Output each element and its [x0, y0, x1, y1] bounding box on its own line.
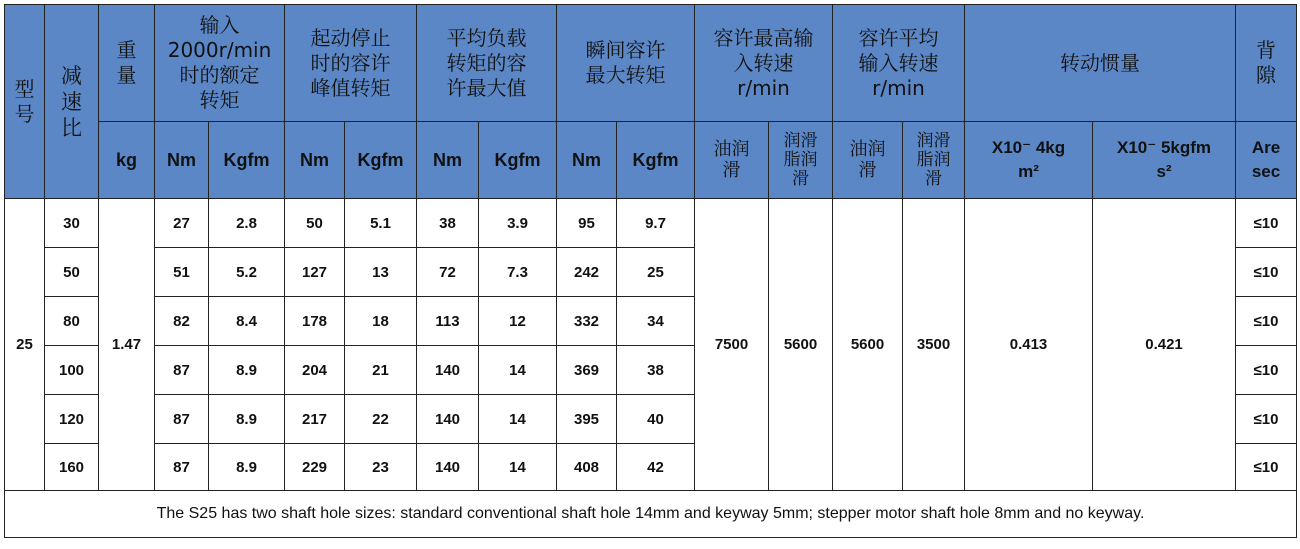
- cell-rated-kgfm: 2.8: [209, 199, 285, 248]
- cell-avg-nm: 140: [417, 395, 479, 444]
- cell-inst-kgfm: 34: [617, 297, 695, 346]
- cell-backlash: ≤10: [1236, 199, 1297, 248]
- cell-inst-kgfm: 25: [617, 248, 695, 297]
- cell-ratio: 120: [45, 395, 99, 444]
- unit-rated-nm: Nm: [155, 122, 209, 199]
- header-ratio: 减 速 比: [45, 5, 99, 199]
- header-model: 型 号: [5, 5, 45, 199]
- header-weight: 重 量: [99, 5, 155, 122]
- cell-inertia-kgm2: 0.413: [965, 199, 1093, 491]
- cell-rated-kgfm: 8.4: [209, 297, 285, 346]
- cell-model: 25: [5, 199, 45, 491]
- cell-peak-kgfm: 5.1: [345, 199, 417, 248]
- cell-peak-nm: 50: [285, 199, 345, 248]
- cell-weight: 1.47: [99, 199, 155, 491]
- cell-avg-kgfm: 12: [479, 297, 557, 346]
- header-peak-torque: 起动停止 时的容许 峰值转矩: [285, 5, 417, 122]
- header-avg-input-speed: 容许平均 输入转速 r/min: [833, 5, 965, 122]
- unit-peak-kgfm: Kgfm: [345, 122, 417, 199]
- cell-peak-nm: 204: [285, 346, 345, 395]
- cell-inst-nm: 332: [557, 297, 617, 346]
- cell-peak-nm: 217: [285, 395, 345, 444]
- cell-rated-nm: 27: [155, 199, 209, 248]
- cell-peak-nm: 127: [285, 248, 345, 297]
- cell-avg-kgfm: 14: [479, 395, 557, 444]
- header-avg-load-torque: 平均负载 转矩的容 许最大值: [417, 5, 557, 122]
- unit-avg-speed-oil: 油润 滑: [833, 122, 903, 199]
- cell-inst-kgfm: 40: [617, 395, 695, 444]
- cell-avg-kgfm: 14: [479, 346, 557, 395]
- unit-max-speed-grease: 润滑 脂润 滑: [769, 122, 833, 199]
- cell-peak-kgfm: 13: [345, 248, 417, 297]
- cell-inst-nm: 95: [557, 199, 617, 248]
- cell-inst-nm: 408: [557, 444, 617, 491]
- unit-avg-nm: Nm: [417, 122, 479, 199]
- unit-inst-kgfm: Kgfm: [617, 122, 695, 199]
- cell-backlash: ≤10: [1236, 248, 1297, 297]
- cell-backlash: ≤10: [1236, 346, 1297, 395]
- cell-rated-nm: 87: [155, 395, 209, 444]
- cell-avg-nm: 113: [417, 297, 479, 346]
- cell-peak-kgfm: 23: [345, 444, 417, 491]
- header-rated-torque: 输入 2000r/min 时的额定 转矩: [155, 5, 285, 122]
- unit-inst-nm: Nm: [557, 122, 617, 199]
- cell-avg-speed-oil: 5600: [833, 199, 903, 491]
- header-instant-max-torque: 瞬间容许 最大转矩: [557, 5, 695, 122]
- unit-avg-kgfm: Kgfm: [479, 122, 557, 199]
- cell-inst-nm: 369: [557, 346, 617, 395]
- cell-rated-kgfm: 8.9: [209, 346, 285, 395]
- cell-avg-nm: 140: [417, 346, 479, 395]
- cell-max-speed-grease: 5600: [769, 199, 833, 491]
- unit-rated-kgfm: Kgfm: [209, 122, 285, 199]
- cell-inst-nm: 395: [557, 395, 617, 444]
- cell-avg-nm: 72: [417, 248, 479, 297]
- cell-avg-kgfm: 7.3: [479, 248, 557, 297]
- unit-backlash: Are sec: [1236, 122, 1297, 199]
- cell-avg-kgfm: 3.9: [479, 199, 557, 248]
- cell-peak-nm: 178: [285, 297, 345, 346]
- cell-ratio: 80: [45, 297, 99, 346]
- cell-peak-kgfm: 22: [345, 395, 417, 444]
- header-inertia: 转动惯量: [965, 5, 1236, 122]
- cell-avg-kgfm: 14: [479, 444, 557, 491]
- cell-ratio: 100: [45, 346, 99, 395]
- cell-inst-nm: 242: [557, 248, 617, 297]
- cell-peak-nm: 229: [285, 444, 345, 491]
- table-row: [5, 199, 1297, 248]
- cell-peak-kgfm: 18: [345, 297, 417, 346]
- cell-rated-kgfm: 5.2: [209, 248, 285, 297]
- cell-peak-kgfm: 21: [345, 346, 417, 395]
- header-max-input-speed: 容许最高输 入转速 r/min: [695, 5, 833, 122]
- cell-backlash: ≤10: [1236, 395, 1297, 444]
- cell-ratio: 30: [45, 199, 99, 248]
- cell-ratio: 160: [45, 444, 99, 491]
- table-bottom-edge: [5, 538, 1297, 546]
- cell-inst-kgfm: 38: [617, 346, 695, 395]
- cell-ratio: 50: [45, 248, 99, 297]
- cell-rated-kgfm: 8.9: [209, 444, 285, 491]
- spec-table: [4, 4, 1297, 546]
- header-backlash: 背 隙: [1236, 5, 1297, 122]
- cell-rated-nm: 82: [155, 297, 209, 346]
- unit-avg-speed-grease: 润滑 脂润 滑: [903, 122, 965, 199]
- unit-kg: kg: [99, 122, 155, 199]
- cell-rated-nm: 51: [155, 248, 209, 297]
- cell-avg-nm: 140: [417, 444, 479, 491]
- cell-backlash: ≤10: [1236, 444, 1297, 491]
- cell-rated-nm: 87: [155, 444, 209, 491]
- unit-inertia-kgm2: X10⁻ 4kg m²: [965, 122, 1093, 199]
- unit-max-speed-oil: 油润 滑: [695, 122, 769, 199]
- cell-inst-kgfm: 9.7: [617, 199, 695, 248]
- cell-max-speed-oil: 7500: [695, 199, 769, 491]
- cell-backlash: ≤10: [1236, 297, 1297, 346]
- unit-inertia-kgfms2: X10⁻ 5kgfm s²: [1093, 122, 1236, 199]
- footnote: The S25 has two shaft hole sizes: standard conventional shaft hole 14mm and keyway 5mm; stepper motor shaft hole 8mm and no keyway.: [5, 491, 1297, 538]
- cell-inertia-kgfms2: 0.421: [1093, 199, 1236, 491]
- cell-rated-kgfm: 8.9: [209, 395, 285, 444]
- cell-rated-nm: 87: [155, 346, 209, 395]
- cell-inst-kgfm: 42: [617, 444, 695, 491]
- unit-peak-nm: Nm: [285, 122, 345, 199]
- cell-avg-speed-grease: 3500: [903, 199, 965, 491]
- cell-avg-nm: 38: [417, 199, 479, 248]
